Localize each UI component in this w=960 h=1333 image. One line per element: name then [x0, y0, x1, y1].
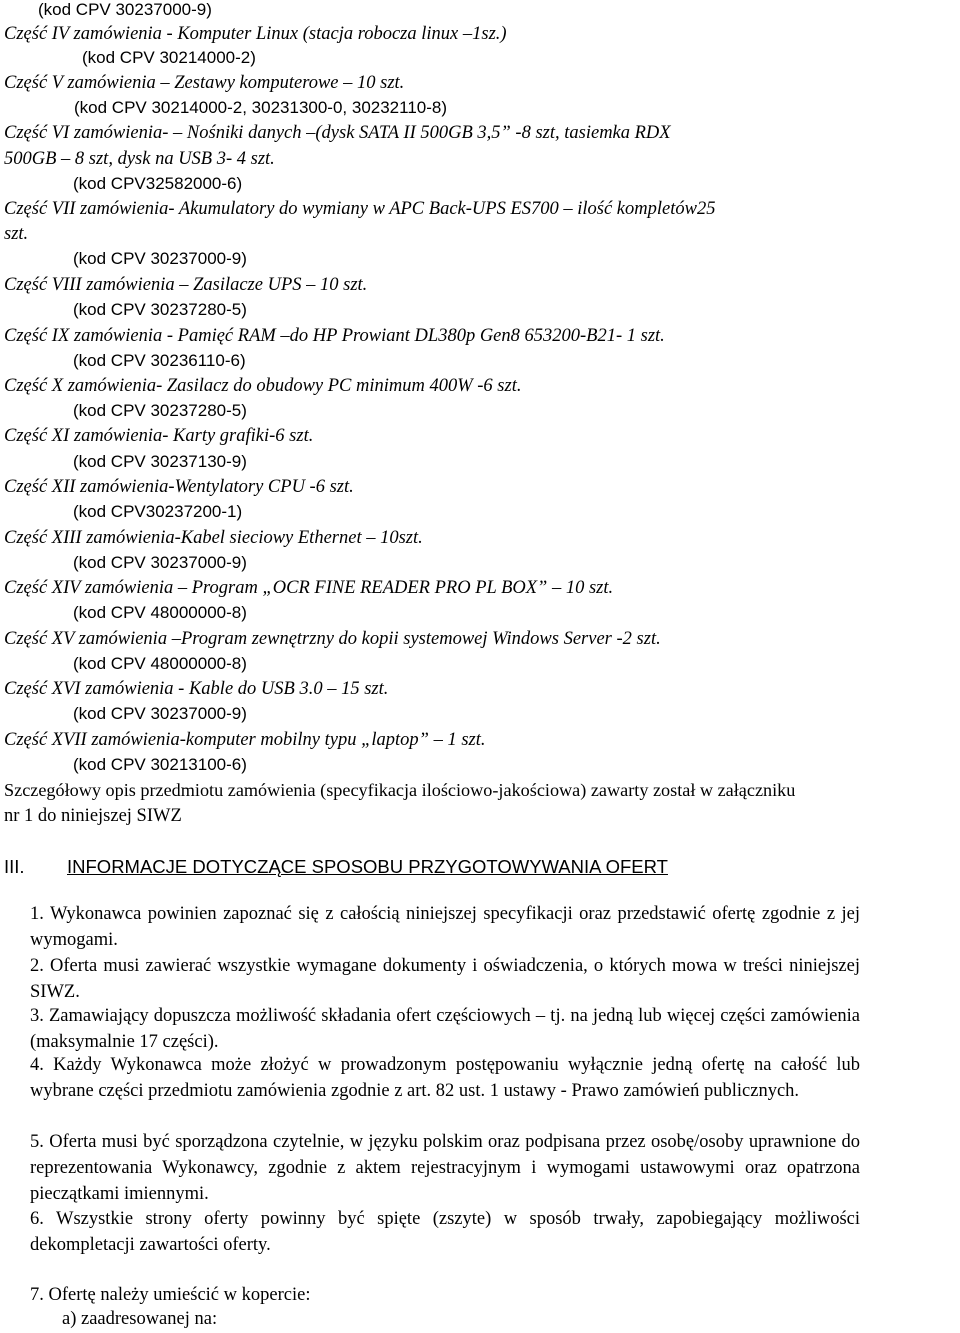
order-part-line: Część IX zamówienia - Pamięć RAM –do HP Prowiant DL380p Gen8 653200-B21- 1 szt.: [4, 326, 665, 346]
cpv-code-line: (kod CPV 30237000-9): [73, 704, 247, 723]
cpv-code-line: (kod CPV 48000000-8): [73, 603, 247, 622]
order-part-line: Część VII zamówienia- Akumulatory do wymiany w APC Back-UPS ES700 – ilość kompletów25: [4, 199, 716, 219]
section-header: [4, 856, 824, 880]
cpv-code-line: (kod CPV 30237000-9): [73, 553, 247, 572]
order-part-line: Część XIII zamówienia-Kabel sieciowy Ethernet – 10szt.: [4, 528, 423, 548]
order-part-line: Część XI zamówienia- Karty grafiki-6 szt.: [4, 426, 314, 446]
list-item: [30, 901, 860, 953]
list-item-text: 6. Wszystkie strony oferty powinny być spięte (zszyte) w sposób trwały, zapobiegający możliwości dekompletacji zawartości oferty.: [30, 1209, 860, 1255]
order-part-line: Część XII zamówienia-Wentylatory CPU -6 szt.: [4, 477, 354, 497]
list-item: [30, 1206, 860, 1258]
order-part-line: szt.: [4, 224, 29, 244]
cpv-code-line: (kod CPV 30214000-2): [82, 48, 256, 67]
item-7-line-1: 7. Ofertę należy umieścić w kopercie:: [30, 1285, 311, 1305]
order-part-line: Część XV zamówienia –Program zewnętrzny do kopii systemowej Windows Server -2 szt.: [4, 629, 661, 649]
list-item-text: 4. Każdy Wykonawca może złożyć w prowadzonym postępowaniu wyłącznie jedną ofertę na całość lub wybrane części przedmiotu zamówienia zgodnie z art. 82 ust. 1 ustawy - Prawo zamówień publicznych.: [30, 1055, 860, 1101]
order-part-line: Część XVI zamówienia - Kable do USB 3.0 – 15 szt.: [4, 679, 389, 699]
order-part-line: Część IV zamówienia - Komputer Linux (stacja robocza linux –1sz.): [4, 24, 507, 44]
cpv-code-line: (kod CPV 30237280-5): [73, 401, 247, 420]
cpv-code-line: (kod CPV 30237000-9): [73, 249, 247, 268]
list-item-text: 5. Oferta musi być sporządzona czytelnie, w języku polskim oraz podpisana przez osobę/osoby uprawnione do reprezentowania Wykonawcy, zgodnie z aktem rejestracyjnym i wymogami ustawowymi oraz opatrzona pieczątkami imiennymi.: [30, 1132, 860, 1204]
cpv-code-line: (kod CPV 48000000-8): [73, 654, 247, 673]
cpv-code-line: (kod CPV 30237280-5): [73, 300, 247, 319]
cpv-code-line: (kod CPV 30236110-6): [73, 351, 246, 370]
order-part-line: Część XIV zamówienia – Program „OCR FINE READER PRO PL BOX” – 10 szt.: [4, 578, 614, 598]
item-7-line-2: a) zaadresowanej na:: [62, 1309, 218, 1329]
list-item-text: 1. Wykonawca powinien zapoznać się z całością niniejszej specyfikacji oraz przedstawić ofertę zgodnie z jej wymogami.: [30, 904, 860, 950]
cpv-code-line: (kod CPV 30237000-9): [38, 0, 212, 19]
list-item-text: 2. Oferta musi zawierać wszystkie wymagane dokumenty i oświadczenia, o których mowa w treści niniejszej SIWZ.: [30, 956, 860, 1002]
order-part-line: Część VIII zamówienia – Zasilacze UPS – 10 szt.: [4, 275, 368, 295]
order-part-line: Część XVII zamówienia-komputer mobilny typu „laptop” – 1 szt.: [4, 730, 486, 750]
order-part-line: Część VI zamówienia- – Nośniki danych –(dysk SATA II 500GB 3,5” -8 szt, tasiemka RDX: [4, 123, 671, 143]
order-part-line: Część X zamówienia- Zasilacz do obudowy PC minimum 400W -6 szt.: [4, 376, 522, 396]
cpv-code-line: (kod CPV 30237130-9): [73, 452, 247, 471]
cpv-code-line: (kod CPV 30213100-6): [73, 755, 247, 774]
cpv-code-line: (kod CPV30237200-1): [73, 502, 243, 521]
cpv-code-line: (kod CPV32582000-6): [73, 174, 243, 193]
list-item: [30, 1052, 860, 1104]
list-item: [30, 953, 860, 1005]
list-item-text: 3. Zamawiający dopuszcza możliwość składania ofert częściowych – tj. na jedną lub więcej części zamówienia (maksymalnie 17 części).: [30, 1006, 860, 1052]
cpv-code-line: (kod CPV 30214000-2, 30231300-0, 30232110-8): [74, 98, 448, 117]
order-part-line: 500GB – 8 szt, dysk na USB 3- 4 szt.: [4, 149, 275, 169]
list-item: [30, 1003, 860, 1055]
summary-line-2: nr 1 do niniejszej SIWZ: [4, 806, 182, 826]
order-part-line: Część V zamówienia – Zestawy komputerowe – 10 szt.: [4, 73, 405, 93]
section-number: III.: [4, 856, 25, 877]
list-item: [30, 1129, 860, 1207]
section-title: INFORMACJE DOTYCZĄCE SPOSOBU PRZYGOTOWYWANIA OFERT: [67, 856, 668, 877]
summary-line-1: Szczegółowy opis przedmiotu zamówienia (specyfikacja ilościowo-jakościowa) zawarty został w załączniku: [4, 780, 796, 800]
